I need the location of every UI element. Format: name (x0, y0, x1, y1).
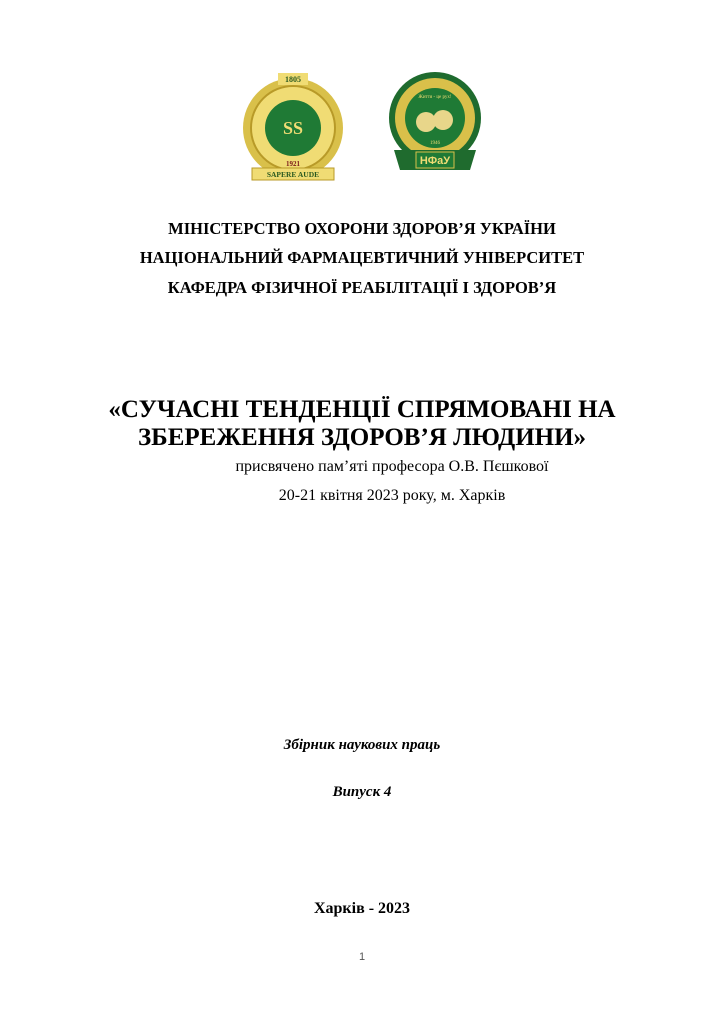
dedication: присвячено пам’яті професора О.В. Пєшкової (235, 458, 549, 475)
svg-text:1805: 1805 (285, 75, 301, 84)
svg-text:1946: 1946 (430, 141, 440, 146)
department-heading: КАФЕДРА ФІЗИЧНОЇ РЕАБІЛІТАЦІЇ І ЗДОРОВ’Я (167, 278, 557, 297)
place-year: Харків - 2023 (313, 900, 411, 917)
collection-label: Збірник наукових праць (283, 737, 441, 753)
department-logo (386, 72, 484, 172)
issue-label: Випуск 4 (332, 784, 392, 800)
page-number: 1 (358, 951, 366, 963)
svg-text:SAPERE AUDE: SAPERE AUDE (266, 170, 320, 179)
title-line-1: «СУЧАСНІ ТЕНДЕНЦІЇ СПРЯМОВАНІ НА (108, 396, 616, 423)
university-heading: НАЦІОНАЛЬНИЙ ФАРМАЦЕВТИЧНИЙ УНІВЕРСИТЕТ (139, 248, 585, 267)
title-line-2: ЗБЕРЕЖЕННЯ ЗДОРОВ’Я ЛЮДИНИ» (137, 424, 587, 451)
svg-text:Життя - це рух!: Життя - це рух! (418, 95, 452, 100)
svg-text:1921: 1921 (286, 160, 300, 168)
svg-text:НФаУ: НФаУ (419, 155, 451, 167)
date-location: 20-21 квітня 2023 року, м. Харків (278, 487, 506, 504)
svg-text:SS: SS (282, 118, 304, 138)
university-logo (238, 70, 348, 182)
ministry-heading: МІНІСТЕРСТВО ОХОРОНИ ЗДОРОВ’Я УКРАЇНИ (168, 219, 556, 238)
